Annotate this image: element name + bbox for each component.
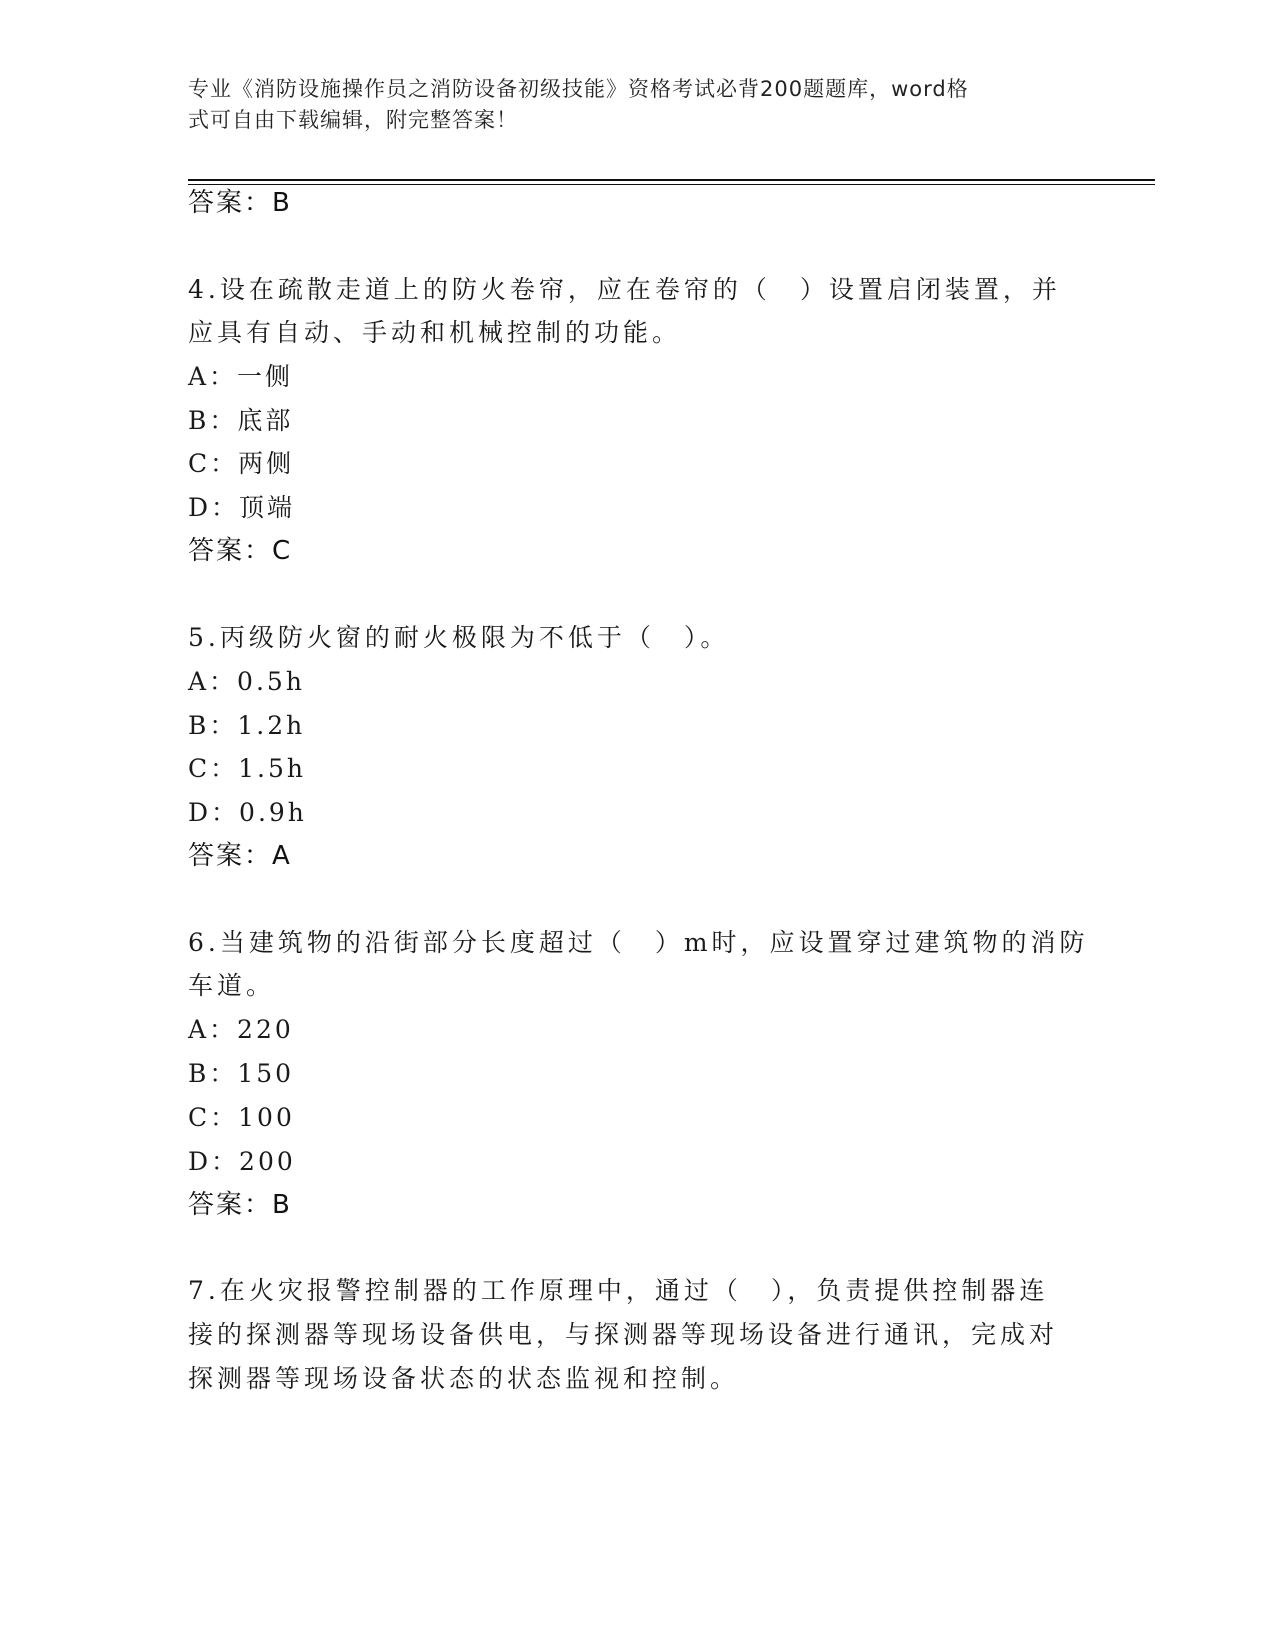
question-4-line-2: 应具有自动、手动和机械控制的功能。 (188, 318, 682, 347)
question-4-option-d: D：顶端 (188, 493, 296, 522)
question-4-option-a: A：一侧 (188, 362, 294, 391)
question-6-line-2: 车道。 (188, 971, 276, 1000)
answer-q5: 答案：A (188, 841, 292, 871)
question-6-option-d: D：200 (188, 1147, 296, 1176)
question-5-line-1: 5.丙级防火窗的耐火极限为不低于（ ）。 (188, 623, 730, 652)
document-header (188, 74, 1088, 136)
answer-q6: 答案：B (188, 1190, 292, 1220)
question-6-line-1: 6.当建筑物的沿街部分长度超过（ ）m时，应设置穿过建筑物的消防 (188, 928, 1089, 957)
question-6-option-b: B：150 (188, 1059, 295, 1088)
question-4-option-c: C：两侧 (188, 449, 295, 478)
question-5-option-d: D：0.9h (188, 798, 307, 827)
header-divider-thick (188, 179, 1155, 181)
question-6-option-c: C：100 (188, 1103, 295, 1132)
question-5-option-c: C：1.5h (188, 754, 306, 783)
answer-q3: 答案：B (188, 188, 292, 218)
question-5-option-b: B：1.2h (188, 711, 306, 740)
question-7-line-2: 接的探测器等现场设备供电，与探测器等现场设备进行通讯，完成对 (188, 1320, 1059, 1349)
header-line-1: 专业《消防设施操作员之消防设备初级技能》资格考试必背200题题库，word格 (188, 77, 969, 101)
answer-q4: 答案：C (188, 536, 293, 566)
question-7-line-1: 7.在火灾报警控制器的工作原理中，通过（ ），负责提供控制器连 (188, 1276, 1049, 1305)
question-7-line-3: 探测器等现场设备状态的状态监视和控制。 (188, 1364, 740, 1393)
header-line-2: 式可自由下载编辑，附完整答案！ (188, 108, 518, 132)
question-4-line-1: 4.设在疏散走道上的防火卷帘，应在卷帘的（ ）设置启闭装置，并 (188, 275, 1061, 304)
header-divider-thin (188, 184, 1155, 185)
question-6-option-a: A：220 (188, 1015, 294, 1044)
question-4-option-b: B：底部 (188, 406, 294, 435)
question-5-option-a: A：0.5h (188, 667, 305, 696)
